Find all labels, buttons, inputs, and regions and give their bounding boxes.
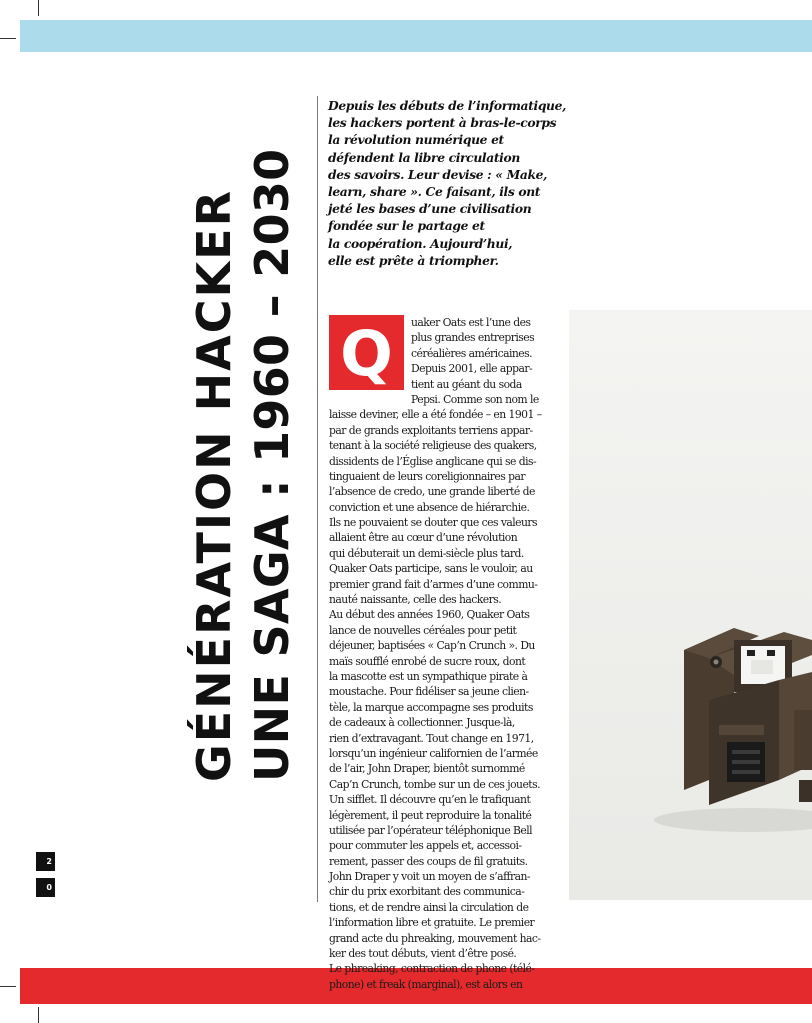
- body-line: la mascotte est un sympathique pirate à: [329, 669, 528, 683]
- body-line: Un sifflet. Il découvre qu’en le trafiquant: [329, 793, 531, 807]
- article-body: [329, 315, 543, 992]
- body-line: déjeuner, baptisées « Cap’n Crunch ». Du: [329, 639, 535, 653]
- body-line: rement, passer des coups de fil gratuits.: [329, 854, 528, 868]
- body-line: allaient être au cœur d’une révolution: [329, 531, 518, 545]
- body-line: chir du prix exorbitant des communica-: [329, 885, 525, 899]
- body-line: Quaker Oats participe, sans le vouloir, au: [329, 562, 533, 576]
- body-line: lance de nouvelles céréales pour petit: [329, 623, 517, 637]
- intro-line: elle est prête à triompher.: [328, 252, 499, 268]
- body-line: conviction et une absence de hiérarchie.: [329, 500, 530, 514]
- intro-line: Depuis les débuts de l’informatique,: [328, 98, 567, 113]
- body-line: Depuis 2001, elle appar-: [411, 362, 533, 376]
- body-line: tions, et de rendre ainsi la circulation de: [329, 900, 529, 914]
- body-line: dissidents de l’Église anglicane qui se dis-: [329, 454, 537, 468]
- body-line: premier grand fait d’armes d’une commu-: [329, 577, 538, 591]
- crop-mark: [38, 0, 39, 16]
- body-line: qui débuterait un demi-siècle plus tard.: [329, 546, 524, 560]
- body-line: tient au géant du soda: [411, 377, 522, 391]
- body-line: moustache. Pour fidéliser sa jeune clien-: [329, 685, 529, 699]
- page-number-digit: 2: [36, 852, 55, 871]
- intro-line: learn, share ». Ce faisant, ils ont: [328, 184, 541, 200]
- crop-mark: [0, 986, 16, 987]
- body-line: laisse deviner, elle a été fondée – en 1901 –: [329, 408, 542, 422]
- body-line: uaker Oats est l’une des: [411, 316, 531, 329]
- body-line: pour commuter les appels et, accessoi-: [329, 839, 522, 853]
- intro-line: jeté les bases d’une civilisation: [328, 201, 532, 217]
- title-line-1: GÉNÉRATION HACKER: [187, 188, 241, 782]
- drop-cap-letter: [329, 315, 404, 390]
- intro-line: les hackers portent à bras-le-corps: [328, 115, 557, 131]
- body-line: Le phreaking, contraction de phone (télé-: [329, 962, 535, 976]
- title-line-2: UNE SAGA : 1960 – 2030: [245, 148, 299, 782]
- body-line: rien d’extravagant. Tout change en 1971,: [329, 731, 534, 745]
- body-line: Pepsi. Comme son nom le: [411, 392, 539, 406]
- body-line: phone) et freak (marginal), est alors en: [329, 977, 523, 991]
- body-line: de l’air, John Draper, bientôt surnommé: [329, 762, 525, 776]
- crop-mark: [38, 1007, 39, 1023]
- body-line: céréalières américaines.: [411, 346, 532, 360]
- drop-cap-glyph: Q: [340, 317, 393, 390]
- body-line: utilisée par l’opérateur téléphonique Bell: [329, 823, 533, 837]
- body-line: tèle, la marque accompagne ses produits: [329, 700, 533, 714]
- intro-line: des savoirs. Leur devise : « Make,: [328, 166, 548, 182]
- body-line: nauté naissante, celle des hackers.: [329, 593, 502, 607]
- top-color-band: [20, 20, 812, 52]
- intro-line: défendent la libre circulation: [328, 149, 520, 165]
- device-illustration: [569, 310, 812, 900]
- column-divider: [317, 96, 318, 902]
- body-line: lorsqu’un ingénieur californien de l’armée: [329, 746, 538, 760]
- intro-paragraph: [328, 97, 567, 269]
- page-number-digit: 0: [36, 878, 55, 897]
- body-line: tenant à la société religieuse des quakers,: [329, 439, 537, 453]
- body-line: l’absence de credo, une grande liberté de: [329, 485, 535, 499]
- intro-line: la coopération. Aujourd’hui,: [328, 235, 513, 251]
- body-line: maïs soufflé enrobé de sucre roux, dont: [329, 654, 526, 668]
- body-line: John Draper y voit un moyen de s’affran-: [329, 870, 530, 884]
- device-photo: [569, 310, 812, 900]
- intro-line: la révolution numérique et: [328, 132, 504, 148]
- body-line: plus grandes entreprises: [411, 331, 535, 345]
- title-block: [180, 92, 306, 782]
- body-line: par de grands exploitants terriens appar-: [329, 423, 533, 437]
- crop-mark: [0, 38, 16, 39]
- body-line: Cap’n Crunch, tombe sur un de ces jouets.: [329, 777, 540, 791]
- body-line: de cadeaux à collectionner. Jusque-là,: [329, 716, 515, 730]
- body-line: Au début des années 1960, Quaker Oats: [329, 608, 530, 622]
- body-line: ker des tout débuts, vient d’être posé.: [329, 947, 517, 961]
- intro-line: fondée sur le partage et: [328, 218, 485, 234]
- drop-cap: [329, 315, 404, 390]
- body-line: Ils ne pouvaient se douter que ces valeurs: [329, 516, 538, 530]
- body-line: légèrement, il peut reproduire la tonalité: [329, 808, 532, 822]
- body-line: tinguaient de leurs coreligionnaires par: [329, 469, 525, 483]
- body-line: l’information libre et gratuite. Le premier: [329, 916, 535, 930]
- body-line: grand acte du phreaking, mouvement hac-: [329, 931, 541, 945]
